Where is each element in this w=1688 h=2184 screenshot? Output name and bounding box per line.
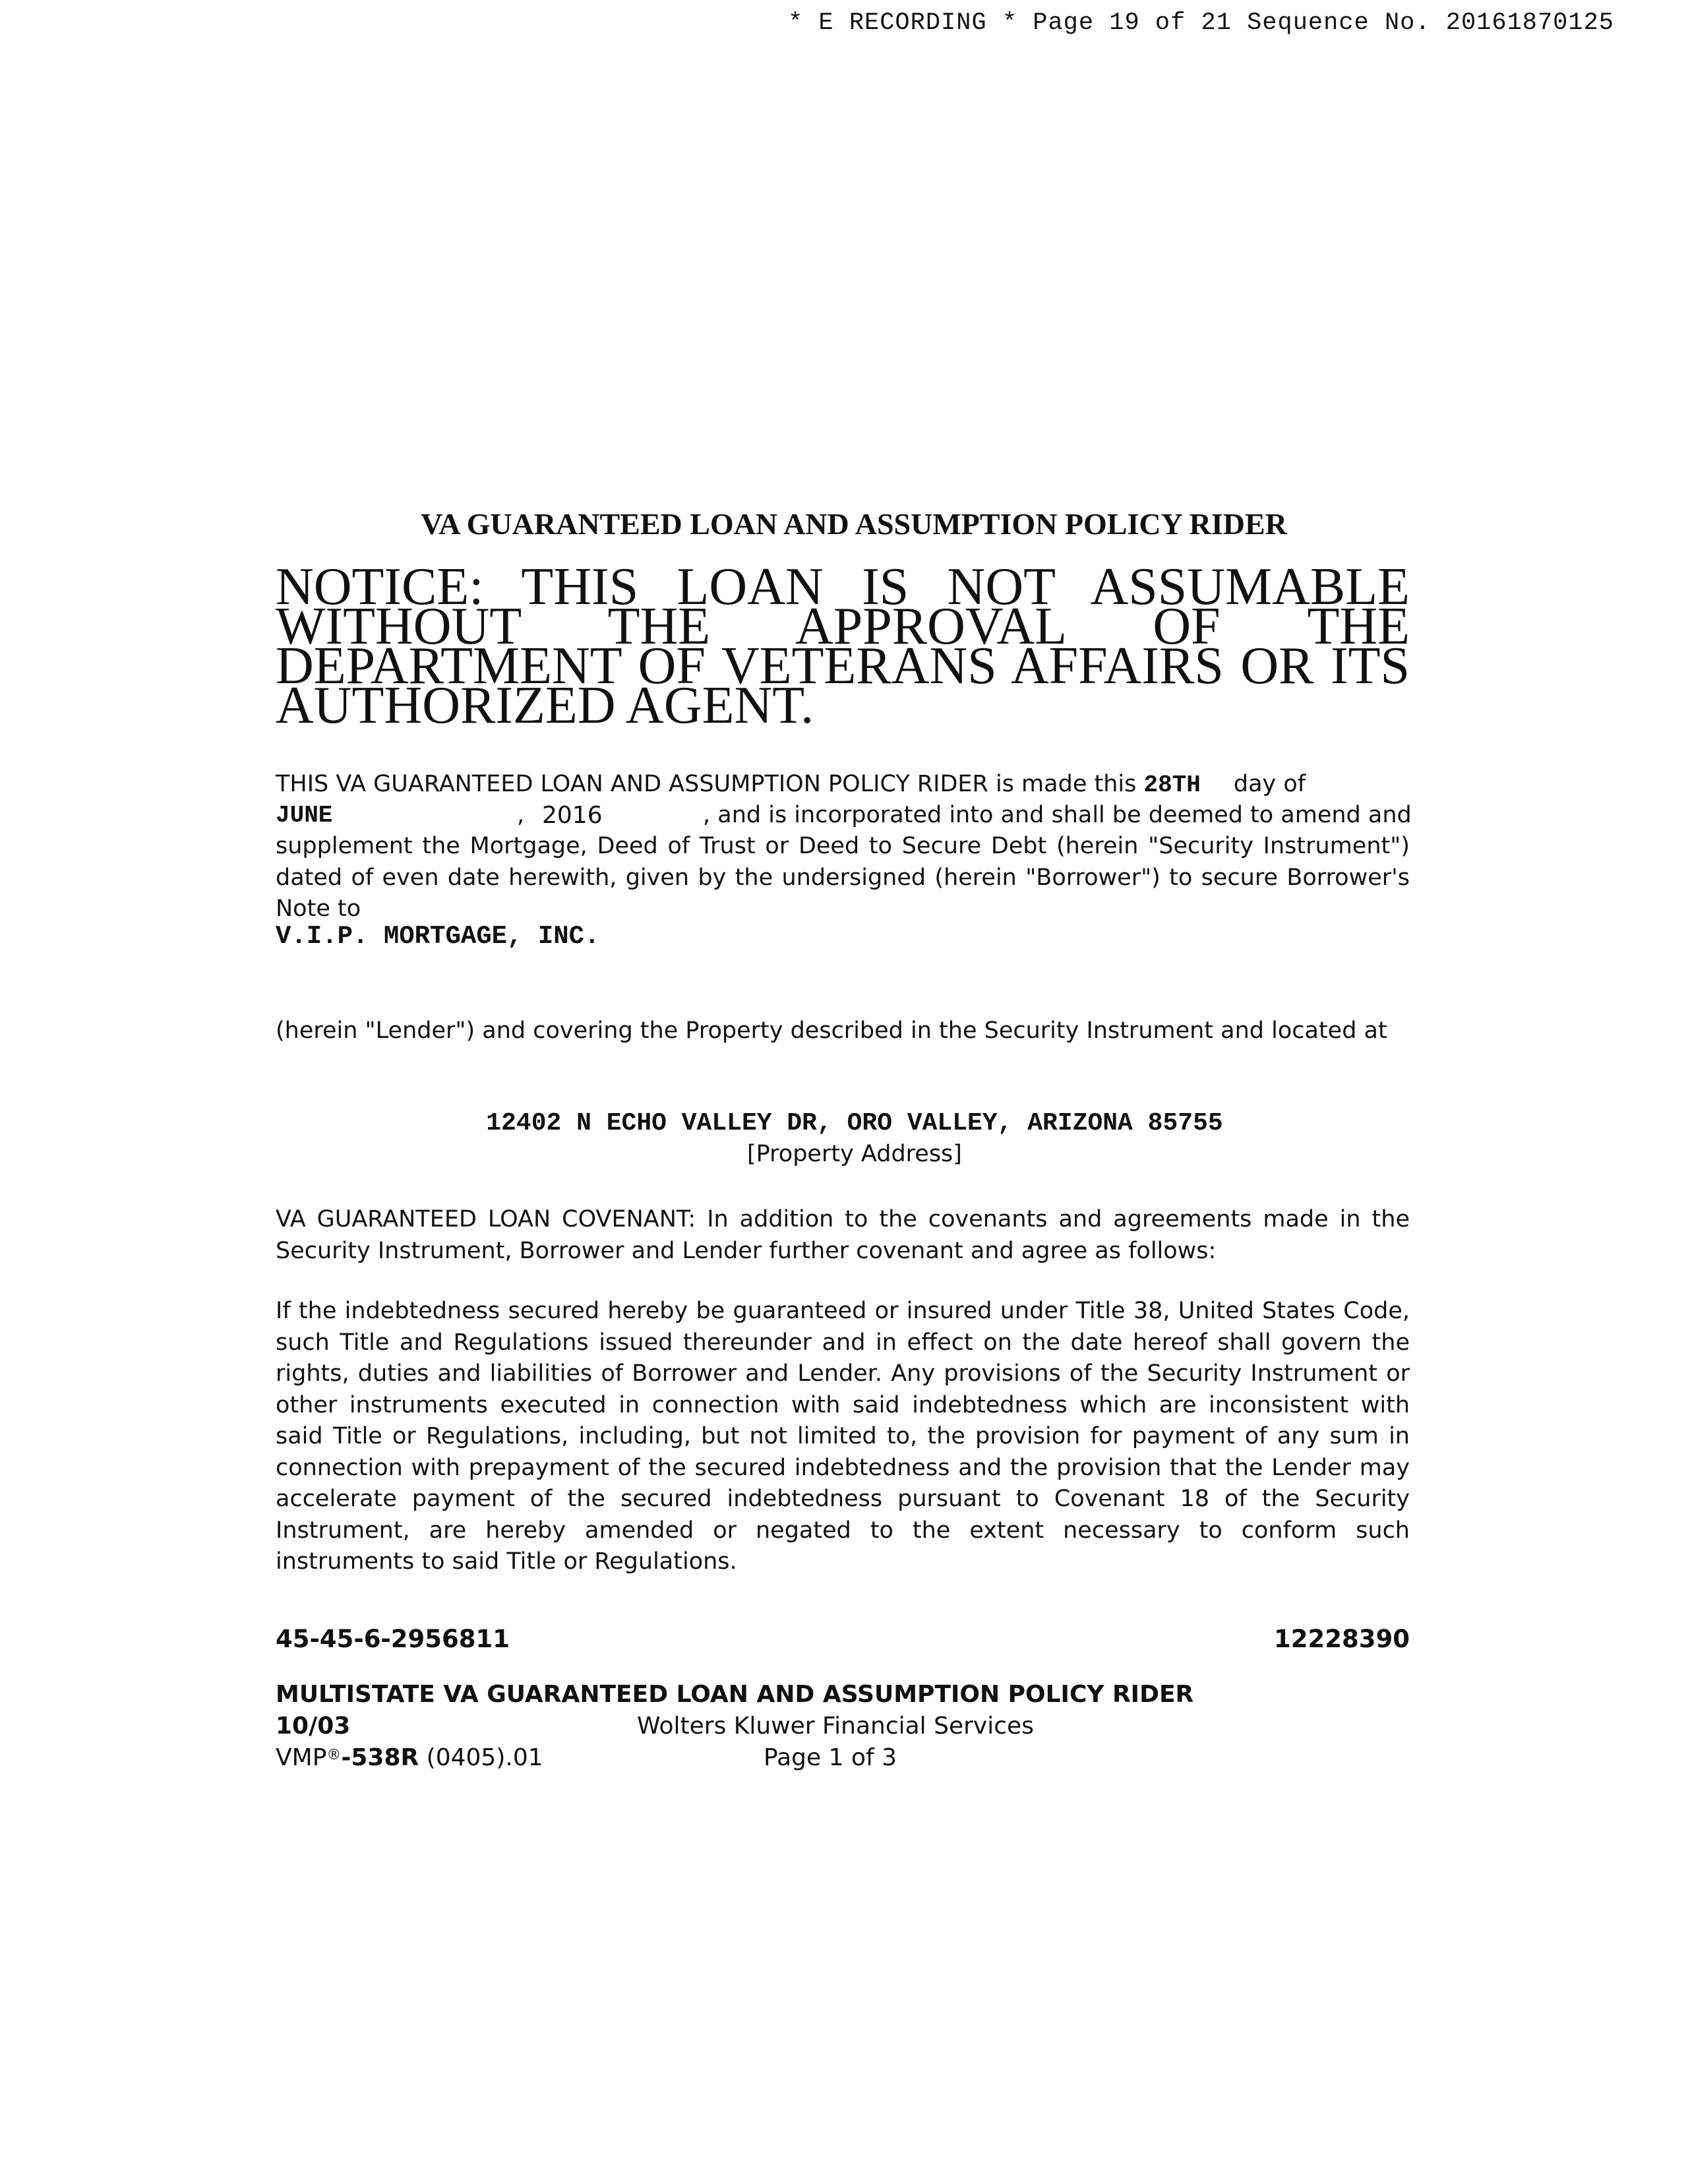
loan-number-left: 45-45-6-2956811 [276,1625,510,1653]
form-publisher: Wolters Kluwer Financial Services [637,1713,1034,1740]
recording-header: * E RECORDING * Page 19 of 21 Sequence No. 20161870125 [788,9,1614,37]
property-address-block [0,1108,1688,1170]
rider-month: JUNE [276,802,333,829]
form-footer [276,1679,1199,1774]
property-address: 12402 N ECHO VALLEY DR, ORO VALLEY, ARIZONA 85755 [486,1109,1223,1138]
intro-prefix: THIS VA GUARANTEED LOAN AND ASSUMPTION POLICY RIDER is made this [276,771,1144,797]
rider-year: 2016 [542,802,603,829]
assumption-notice: NOTICE: THIS LOAN IS NOT ASSUMABLE WITHOUT THE APPROVAL OF THE DEPARTMENT OF VETERANS AFFAIRS OR ITS AUTHORIZED AGENT. [276,558,1410,735]
form-number: VMP®-538R (0405).01 [276,1744,543,1771]
form-date-code: 10/03 [276,1713,351,1740]
intro-line2-suffix: , and is incorporated into and shall be deemed to amend and [703,802,1412,828]
intro-day-of: day of [1233,771,1306,797]
intro-line-1 [276,769,1410,801]
form-title: MULTISTATE VA GUARANTEED LOAN AND ASSUMPTION POLICY RIDER [276,1681,1194,1708]
covenant-body: If the indebtedness secured hereby be guaranteed or insured under Title 38, United States Code, such Title and Regulations issued thereunder and in effect on the date hereof shall govern the rights, duties and liabilities of Borrower and Lender. Any provisions of the Security Instrument or other instruments executed in connection with said indebtedness which are inconsistent with said Title or Regulations, including, but not limited to, the provision for payment of any sum in connection with prepayment of the secured indebtedness and the provision that the Lender may accelerate payment of the secured indebtedness pursuant to Covenant 18 of the Security Instrument, are hereby amended or negated to the extent necessary to conform such instruments to said Title or Regulations. [276,1298,1410,1575]
lender-name: V.I.P. MORTGAGE, INC. [276,922,600,951]
intro-rest: supplement the Mortgage, Deed of Trust or Deed to Secure Debt (herein "Security Instrument") dated of even date herewith, given by the undersigned (herein "Borrower") to secure Borrower's Note to [276,833,1410,922]
rider-title: VA GUARANTEED LOAN AND ASSUMPTION POLICY RIDER [421,507,1287,541]
property-text: (herein "Lender") and covering the Property described in the Security Instrument and located at [276,1017,1387,1044]
covenant-intro: VA GUARANTEED LOAN COVENANT: In addition to the covenants and agreements made in the Security Instrument, Borrower and Lender further covenant and agree as follows: [276,1206,1410,1264]
rider-day: 28TH [1143,772,1201,799]
page-number: Page 1 of 3 [764,1744,897,1771]
document-page: * E RECORDING * Page 19 of 21 Sequence No. 20161870125 VA GUARANTEED LOAN AND ASSUMPTION POLICY RIDER NOTICE: THIS LOAN IS NOT ASSUMABLE WITHOUT THE APPROVAL OF THE DEPARTMENT OF VETERANS AFFAIRS OR ITS AUTHORIZED AGENT. THIS VA GUARANTEED LOAN AND ASSUMPTION POLICY RIDER is made this 28TH day of JUNE , 2016 , and is incorporated into and shall be deemed to amend and supplement the Mortgage, Deed of Trust or Deed to Secure Debt (herein "Security Instrument") dated of even date herewith, given by the undersigned (herein "Borrower") to secure Borrower's Note to V.I.P. MORTGAGE, INC. (herein "Lender") and covering the Property described in the Security Instrument and located at 12402 N ECHO VALLEY DR, ORO VALLEY, ARIZONA 85755 [Property Address] VA GUARANTEED LOAN COVENANT: In addition to the covenants and agreements made in the Security Instrument, Borrower and Lender further covenant and agree as follows: If the indebtedness secured hereby be guaranteed or insured under Title 38, United States Code, such Title and Regulations issued thereunder and in effect on the date hereof shall govern the rights, duties and liabilities of Borrower and Lender. Any provisions of the Security Instrument or other instruments executed in connection with said indebtedness which are inconsistent with said Title or Regulations, including, but not limited to, the provision for payment of any sum in connection with prepayment of the secured indebtedness and the provision that the Lender may accelerate payment of the secured indebtedness pursuant to Covenant 18 of the Security Instrument, are hereby amended or negated to the extent necessary to conform such instruments to said Title or Regulations. 45-45-6-2956811 12228390 MULTISTATE VA GUARANTEED LOAN AND ASSUMPTION POLICY RIDER 10/03 Wolters Kluwer Financial Services VMP®-538R (0405).01 Page 1 of 3 [0,0,1688,2184]
loan-number-right: 12228390 [1274,1625,1410,1653]
property-address-caption: [Property Address] [747,1141,962,1167]
